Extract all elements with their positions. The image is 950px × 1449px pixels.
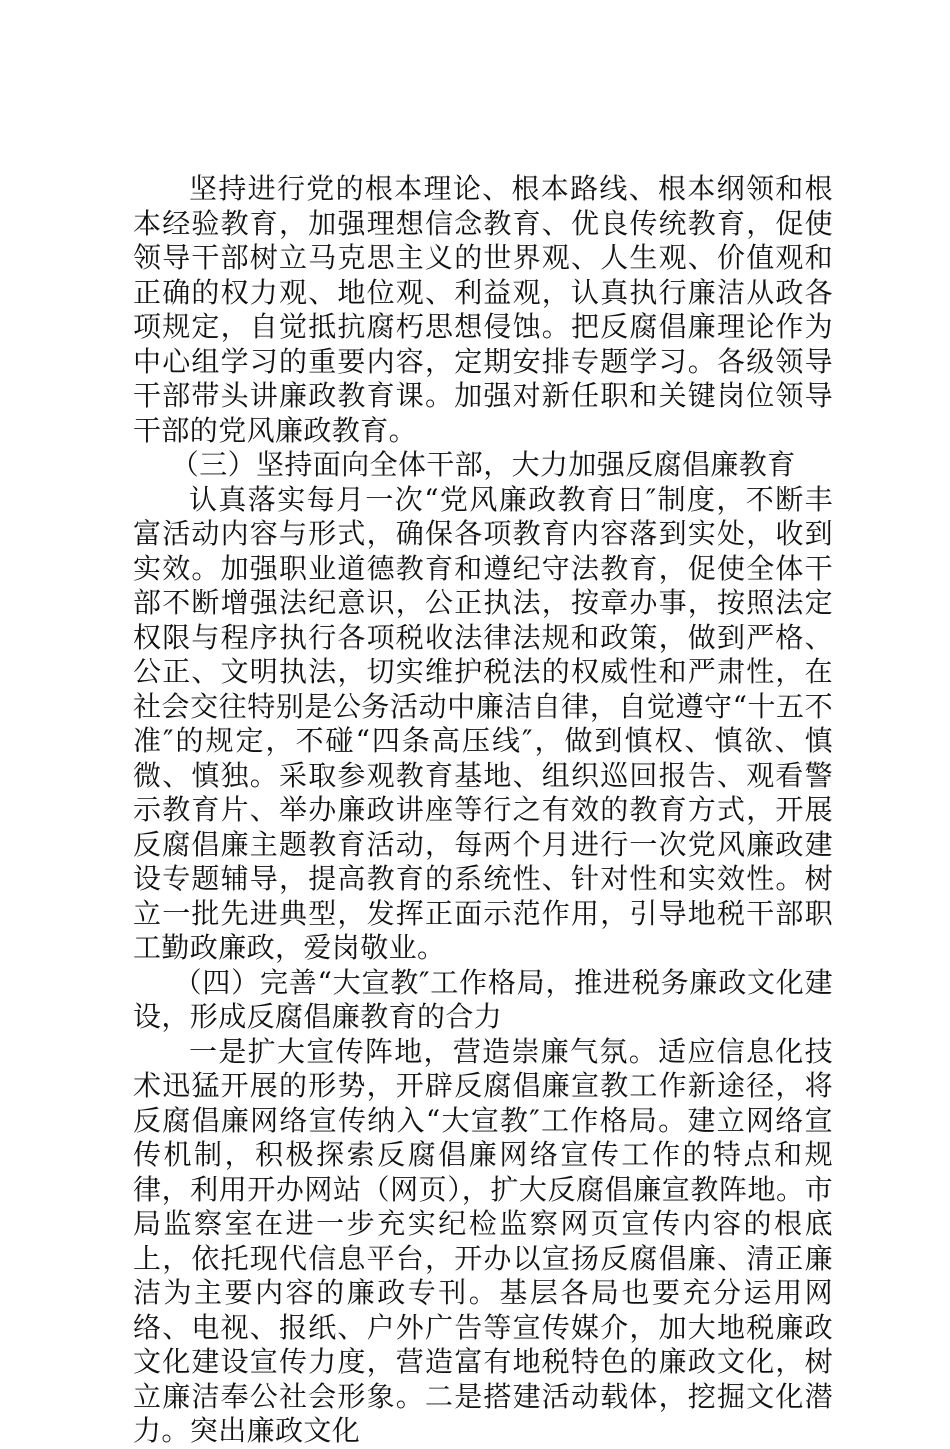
paragraph-propaganda: 一是扩大宣传阵地，营造崇廉气氛。适应信息化技术迅猛开展的形势，开辟反腐倡廉宣教工作新途径，将反腐倡廉网络宣传纳入“大宣教″工作格局。建立网络宣传机制，积极探索反腐倡廉网络宣传工作的特点和规律，利用开办网站（网页），扩大反腐倡廉宣教阵地。市局监察室在进一步充实纪检监察网页宣传内容的根底上，依托现代信息平台，开办以宣扬反腐倡廉、清正廉洁为主要内容的廉政专刊。基层各局也要充分运用网络、电视、报纸、户外广告等宣传媒介，加大地税廉政文化建设宣传力度，营造富有地税特色的廉政文化，树立廉洁奉公社会形象。二是搭建活动载体，挖掘文化潜力。突出廉政文化 — [133, 1034, 833, 1447]
section-heading-4: （四）完善“大宣教″工作格局，推进税务廉政文化建设，形成反腐倡廉教育的合力 — [133, 965, 833, 1033]
paragraph-monthly-education: 认真落实每月一次“党风廉政教育日″制度，不断丰富活动内容与形式，确保各项教育内容落到实处，收到实效。加强职业道德教育和遵纪守法教育，促使全体干部不断增强法纪意识，公正执法，按章办事，按照法定权限与程序执行各项税收法律法规和政策，做到严格、公正、文明执法，切实维护税法的权威性和严肃性，在社会交往特别是公务活动中廉洁自律，自觉遵守“十五不准″的规定，不碰“四条高压线″，做到慎权、慎欲、慎微、慎独。采取参观教育基地、组织巡回报告、观看警示教育片、举办廉政讲座等行之有效的教育方式，开展反腐倡廉主题教育活动，每两个月进行一次党风廉政建设专题辅导，提高教育的系统性、针对性和实效性。树立一批先进典型，发挥正面示范作用，引导地税干部职工勤政廉政，爱岗敬业。 — [133, 482, 833, 964]
paragraph-education-theory: 坚持进行党的根本理论、根本路线、根本纲领和根本经验教育，加强理想信念教育、优良传统教育，促使领导干部树立马克思主义的世界观、人生观、价值观和正确的权力观、地位观、利益观，认真执行廉洁从政各项规定，自觉抵抗腐朽思想侵蚀。把反腐倡廉理论作为中心组学习的重要内容，定期安排专题学习。各级领导干部带头讲廉政教育课。加强对新任职和关键岗位领导干部的党风廉政教育。 — [133, 172, 833, 447]
section-heading-3: （三）坚持面向全体干部，大力加强反腐倡廉教育 — [170, 448, 796, 481]
document-body — [133, 172, 833, 1449]
